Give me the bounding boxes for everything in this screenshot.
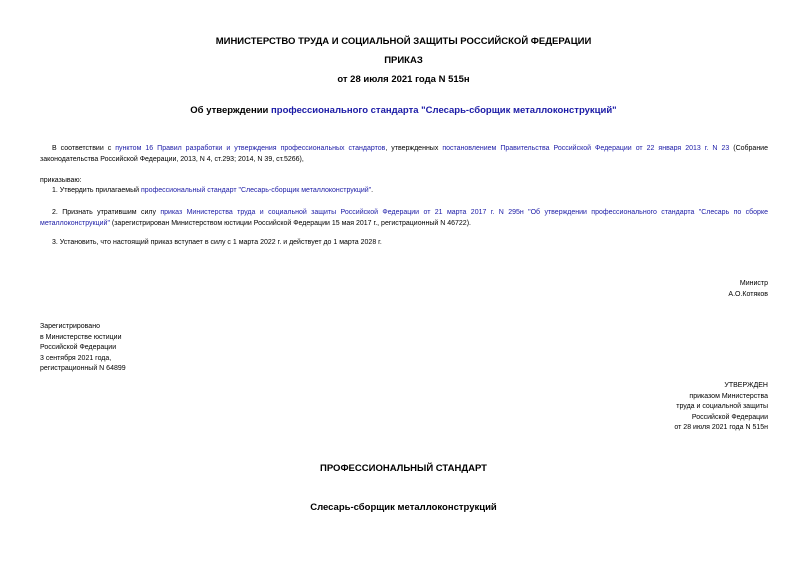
signature-block	[728, 279, 768, 300]
approval-line: от 28 июля 2021 года N 515н	[674, 424, 768, 431]
preamble-link-rules[interactable]: пунктом 16 Правил разработки и утверждения профессиональных стандартов	[115, 145, 386, 152]
signature-name: А.О.Котяков	[728, 290, 768, 298]
item-1	[52, 186, 373, 197]
approval-line: приказом Министерства	[689, 392, 768, 400]
item-2	[40, 208, 768, 229]
item-1-link[interactable]: профессиональный стандарт "Слесарь-сборщик металлоконструкций"	[140, 187, 372, 194]
ministry-heading: МИНИСТЕРСТВО ТРУДА И СОЦИАЛЬНОЙ ЗАЩИТЫ РОССИЙСКОЙ ФЕДЕРАЦИИ	[215, 36, 592, 47]
standard-name: Слесарь-сборщик металлоконструкций	[310, 502, 497, 513]
preamble-link-resolution[interactable]: постановлением Правительства Российской Федерации от 22 января 2013 г. N 23	[442, 145, 730, 152]
registration-line: Российской Федерации	[40, 344, 117, 351]
item-1-end: .	[371, 187, 374, 194]
approval-block	[674, 381, 768, 434]
doc-date-heading: от 28 июля 2021 года N 515н	[337, 74, 470, 85]
item-2-end: (зарегистрирован Министерством юстиции Российской Федерации 15 мая 2017 г., регистрационный N 46722).	[109, 219, 471, 227]
preamble-paragraph	[40, 144, 768, 165]
standard-title: ПРОФЕССИОНАЛЬНЫЙ СТАНДАРТ	[320, 463, 487, 474]
preamble-text-1: В соответствии с	[52, 145, 116, 152]
signature-position: Министр	[739, 280, 768, 287]
preamble-text-3: (Собрание законодательства Российской Федерации, 2013, N 4, ст.293; 2014, N 39, ст.5266),	[40, 145, 768, 163]
registration-line: в Министерстве юстиции	[40, 333, 122, 341]
item-2-link[interactable]: приказ Министерства труда и социальной защиты Российской Федерации от 21 марта 2017 г. N 295н "Об утверждении профессионального стандарта "Слесарь по сборке металлоконструкций"	[40, 209, 768, 227]
item-3: 3. Установить, что настоящий приказ вступает в силу с 1 марта 2022 г. и действует до 1 марта 2028 г.	[52, 239, 382, 246]
subject-heading	[0, 105, 807, 116]
approval-line: труда и социальной защиты	[676, 403, 768, 410]
subject-prefix: Об утверждении	[190, 105, 272, 116]
order-word: приказываю:	[40, 177, 82, 184]
registration-line: 3 сентября 2021 года,	[40, 354, 112, 362]
subject-link[interactable]: профессионального стандарта "Слесарь-сборщик металлоконструкций"	[271, 105, 617, 116]
preamble-text-2: , утвержденных	[385, 145, 443, 152]
doc-type-heading: ПРИКАЗ	[384, 55, 423, 66]
item-1-text: 1. Утвердить прилагаемый	[52, 187, 141, 194]
registration-line: Зарегистрировано	[40, 323, 100, 330]
item-2-text: 2. Признать утратившим силу	[52, 209, 161, 216]
approval-line: УТВЕРЖДЕН	[724, 382, 768, 389]
registration-block	[40, 322, 126, 375]
registration-line: регистрационный N 64899	[40, 365, 126, 372]
approval-line: Российской Федерации	[691, 413, 768, 421]
